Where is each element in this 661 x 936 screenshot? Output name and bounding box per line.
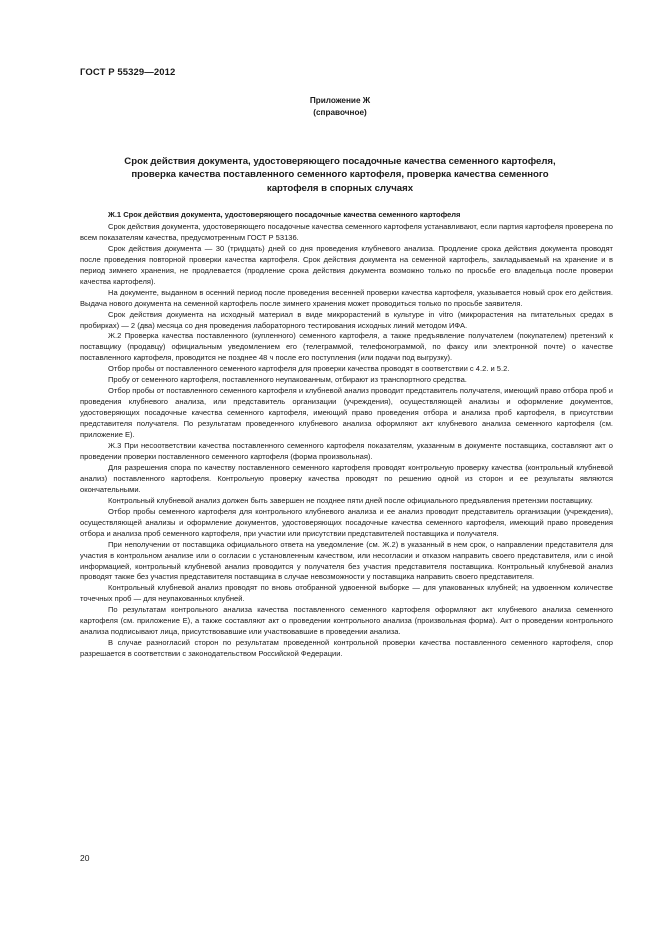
standard-number: ГОСТ Р 55329—2012	[80, 67, 176, 78]
paragraph: Для разрешения спора по качеству поставленного семенного картофеля проводят контрольную проверку качества (контрольный клубневой анализ) поставленного картофеля. Контрольную проверку качества проводят по решению одной из сторон и ее результаты являются окончательными.	[80, 462, 613, 494]
paragraph: Отбор пробы семенного картофеля для контрольного клубневого анализа и ее анализ проводит представитель организации (учреждения), осуществляющей анализы и оформление документов, удостоверяющих посадочные качества семенного картофеля, имеющий право проведения отбора и анализа проб семенного картофеля, при участии или присутствии представителей поставщика и получателя.	[80, 506, 613, 538]
page-number: 20	[80, 853, 90, 863]
paragraph: Отбор пробы от поставленного семенного картофеля и клубневой анализ проводит представитель получателя, имеющий право отбора проб и проведения клубневого анализа, или представитель организации (учреждения), осуществляющей анализы и оформление документов, удостоверяющих посадочные качества семенного картофеля, имеющий право проведения отбора и анализа проб картофеля, в присутствии представителя получателя. По результатам проведенного клубневого анализа оформляют акт клубневого анализа семенного картофеля (см. приложение Е).	[80, 386, 613, 440]
annex-type: (справочное)	[313, 108, 367, 117]
paragraph: Срок действия документа на исходный материал в виде микрорастений в культуре in vitro (микрорастения на питательных средах в пробирках) — 2 (два) месяца со дня проведения лабораторного тестирования исходных линий методом ИФА.	[80, 309, 613, 330]
paragraph: Контрольный клубневой анализ проводят по вновь отобранной удвоенной выборке — для упакованных клубней; на удвоенном количестве точечных проб — для неупакованных клубней.	[80, 583, 613, 604]
paragraph: Пробу от семенного картофеля, поставленного неупакованным, отбирают из транспортного средства.	[108, 375, 467, 385]
paragraph: На документе, выданном в осенний период после проведения весенней проверки качества картофеля, указывается новый срок его действия. Выдача нового документа на семенной картофель после зимнего хранения может проводиться только по просьбе заявителя.	[80, 287, 613, 308]
paragraph: Контрольный клубневой анализ должен быть завершен не позднее пяти дней после официального предъявления претензии поставщику.	[108, 495, 593, 505]
paragraph: В случае разногласий сторон по результатам проведенной контрольной проверки качества поставленного семенного картофеля, спор разрешается в соответствии с законодательством Российской Федерации.	[80, 638, 613, 659]
title-line: проверка качества поставленного семенного картофеля, проверка качества семенного	[131, 169, 549, 181]
paragraph: Ж.3 При несоответствии качества поставленного семенного картофеля показателям, указанным в документе поставщика, составляют акт о проведении проверки поставленного семенного картофеля (форма произвольная).	[80, 441, 613, 461]
paragraph: Ж.2 Проверка качества поставленного (купленного) семенного картофеля, а также предъявление получателем (покупателем) претензий к поставщику (продавцу) официальным уведомлением его (телеграммой, телефонограммой, по факсу или электронной почте) о качестве поставленного картофеля, проводится не позднее 48 ч после его поступления (или подачи под выгрузку).	[80, 331, 613, 363]
annex-label: Приложение Ж	[309, 96, 371, 105]
paragraph: Срок действия документа — 30 (тридцать) дней со дня проведения клубневого анализа. Продление срока действия документа проводят после проведения повторной проверки качества картофеля. Срок действия документа на семенной картофель, закладываемый на хранение и в период зимнего хранения, не продлевается (продление срока действия документа возможно только по просьбе его владельца после проверки качества картофеля).	[80, 243, 613, 286]
section-heading: Ж.1 Срок действия документа, удостоверяющего посадочные качества семенного картофеля	[108, 210, 461, 219]
paragraph: По результатам контрольного анализа качества поставленного семенного картофеля оформляют акт клубневого анализа семенного картофеля (см. приложение Е), а также составляют акт о проведении контрольного анализа (произвольная форма). Акт о проведении контрольного анализа подписывают лица, присутствовавшие или участвовавшие в проведении анализа.	[80, 605, 613, 637]
title-line: картофеля в спорных случаях	[266, 182, 414, 194]
paragraph: При неполучении от поставщика официального ответа на уведомление (см. Ж.2) в указанный в нем срок, о направлении представителя для участия в контрольном анализе или о согласии с установленным качеством, или несогласии и отказом направить своего представителя, или с иной информацией, контрольный клубневой анализ проводится у получателя без участия представителя поставщика. Контрольный клубневой анализ проводят также без участия представителя поставщика в случае невозможности у поставщика направить своего представителя.	[80, 539, 613, 582]
paragraph: Отбор пробы от поставленного семенного картофеля для проверки качества проводят в соответствии с 4.2. и 5.2.	[108, 364, 510, 374]
title-line: Срок действия документа, удостоверяющего посадочные качества семенного картофеля,	[124, 156, 556, 167]
annex-heading	[80, 95, 600, 119]
annex-title	[80, 155, 600, 195]
document-body	[80, 210, 613, 660]
paragraph: Срок действия документа, удостоверяющего посадочные качества семенного картофеля устанавливают, если партия картофеля проверена по всем показателям качества, предусмотренным ГОСТ Р 53136.	[80, 221, 613, 242]
